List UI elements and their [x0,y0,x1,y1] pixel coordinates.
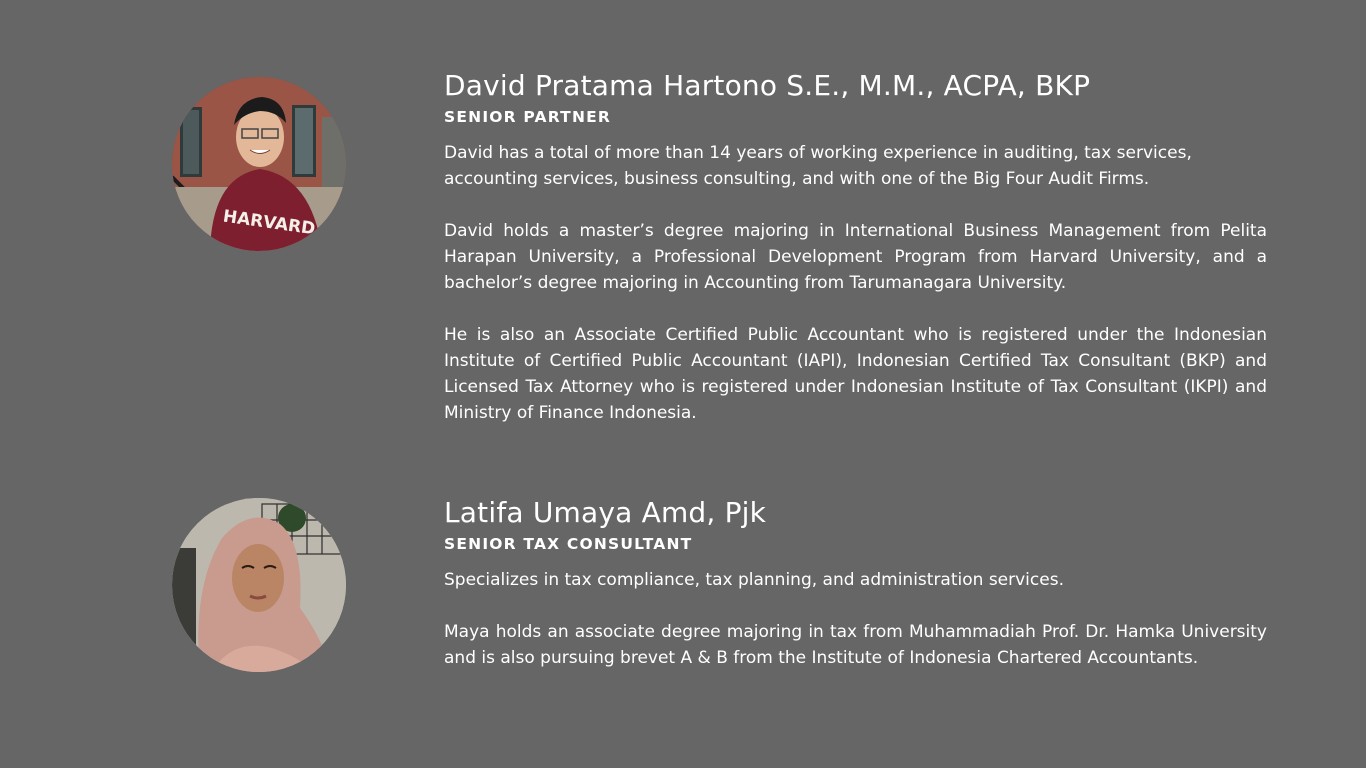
avatar-latifa [172,498,346,672]
person-photo-icon [172,77,346,251]
profile-info-latifa [444,495,1267,671]
bio-paragraph: Specializes in tax compliance, tax planning, and administration services. [444,570,1064,590]
profile-name: Latifa Umaya Amd, Pjk [444,496,767,529]
profile-info-david [444,68,1267,426]
person-photo-icon [172,498,346,672]
profile-bio [444,567,1267,671]
bio-paragraph: Maya holds an associate degree majoring in tax from Muhammadiah Prof. Dr. Hamka University and is also pursuing brevet A & B from the Institute of Indonesia Chartered Accountants. [444,622,1267,668]
profile-name: David Pratama Hartono S.E., M.M., ACPA, BKP [444,69,1091,102]
hoodie-lettering: HARVARD [221,206,317,240]
profile-bio [444,140,1267,426]
bio-paragraph: He is also an Associate Certified Public Accountant who is registered under the Indonesian Institute of Certified Public Accountant (IAPI), Indonesian Certified Tax Consultant (BKP) and Licensed Tax Attorney who is registered under Indonesian Institute of Tax Consultant (IKPI) and Ministry of Finance Indonesia. [444,325,1267,423]
profile-role: SENIOR TAX CONSULTANT [444,535,693,553]
avatar-david [172,77,346,251]
profile-role: SENIOR PARTNER [444,108,612,126]
bio-paragraph: David holds a master’s degree majoring in International Business Management from Pelita Harapan University, a Professional Development Program from Harvard University, and a bachelor’s degree majoring in Accounting from Tarumanagara University. [444,221,1267,293]
bio-paragraph: David has a total of more than 14 years of working experience in auditing, tax services, accounting services, business consulting, and with one of the Big Four Audit Firms. [444,143,1192,189]
